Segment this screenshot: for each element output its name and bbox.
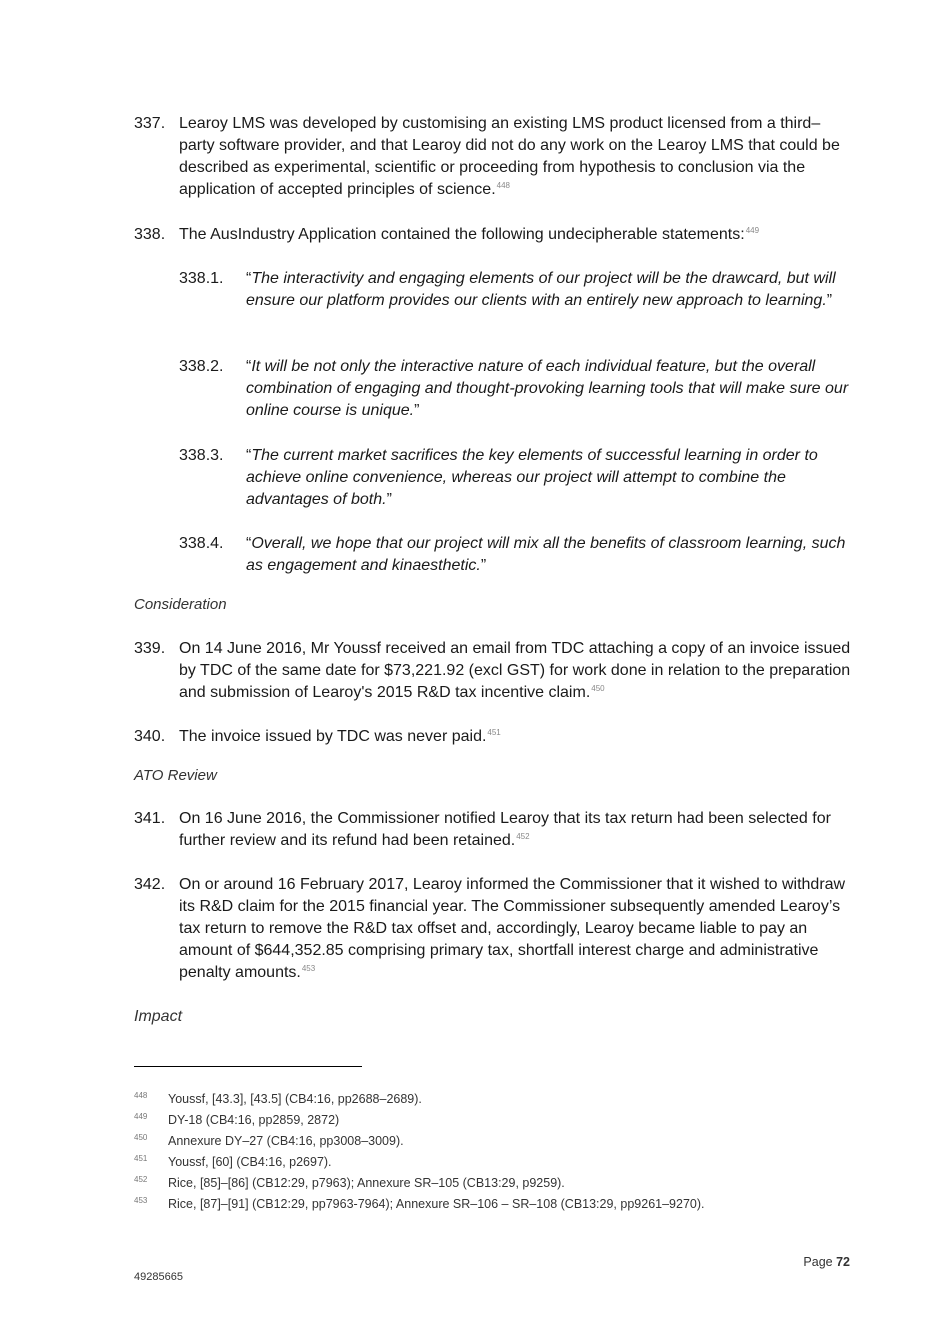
subparagraph-338-4 bbox=[179, 533, 859, 577]
paragraph-340 bbox=[134, 726, 854, 748]
subparagraph-338-3 bbox=[179, 445, 859, 511]
subparagraph-338-1 bbox=[179, 268, 859, 312]
page-label: Page bbox=[803, 1255, 833, 1269]
paragraph-text: The AusIndustry Application contained the following undecipherable statements:$^{449}$ bbox=[179, 225, 760, 243]
footnote-separator bbox=[134, 1066, 362, 1067]
quoted-statement: “Overall, we hope that our project will mix all the benefits of classroom learning, such as engagement and kinaesthetic.” bbox=[246, 535, 846, 574]
paragraph-337 bbox=[134, 113, 854, 201]
footnote-text: DY-18 (CB4:16, pp2859, 2872) bbox=[168, 1113, 340, 1127]
paragraph-number: 341. bbox=[134, 810, 166, 827]
footnote bbox=[134, 1175, 565, 1191]
paragraph-text: The invoice issued by TDC was never paid.$^{451}$ bbox=[179, 727, 501, 745]
paragraph-number: 338. bbox=[134, 226, 166, 243]
paragraph-338 bbox=[134, 224, 854, 246]
paragraph-text: Learoy LMS was developed by customising an existing LMS product licensed from a third–party software provider, and that Learoy did not do any work on the Learoy LMS that could be described as experimental, scientific or proceeding from hypothesis to conclusion via the application of accepted principles of science.$^{448}$ bbox=[179, 115, 840, 198]
paragraph-341 bbox=[134, 808, 854, 852]
subparagraph-number: 338.4. bbox=[179, 535, 224, 552]
subparagraph-number: 338.3. bbox=[179, 447, 224, 464]
footnote-number: 453 bbox=[134, 1196, 148, 1205]
subparagraph-number: 338.2. bbox=[179, 358, 224, 375]
page-number-value: 72 bbox=[836, 1255, 850, 1269]
footnote-number: 450 bbox=[134, 1133, 148, 1142]
paragraph-text: On 14 June 2016, Mr Youssf received an email from TDC attaching a copy of an invoice issued by TDC of the same date for $73,221.92 (excl GST) for work done in relation to the preparation and submission of Learoy's 2015 R&D tax incentive claim.$^{450}$ bbox=[179, 640, 851, 701]
footnote-number: 448 bbox=[134, 1091, 148, 1100]
paragraph-339 bbox=[134, 638, 854, 704]
footnote bbox=[134, 1196, 705, 1212]
footnote-ref[interactable]: 448 bbox=[496, 180, 510, 190]
section-heading-ato-review: ATO Review bbox=[134, 767, 217, 784]
footnote-ref[interactable]: 451 bbox=[487, 727, 501, 737]
quoted-statement: “It will be not only the interactive nature of each individual feature, but the overall combination of engaging and thought-provoking learning tools that will make sure our online course is unique.” bbox=[246, 358, 849, 419]
paragraph-number: 339. bbox=[134, 640, 166, 657]
footnote bbox=[134, 1112, 339, 1128]
footnote-number: 452 bbox=[134, 1175, 148, 1184]
quoted-statement: “The current market sacrifices the key elements of successful learning in order to achieve online convenience, whereas our project will attempt to combine the advantages of both.” bbox=[246, 447, 818, 508]
paragraph-text: On 16 June 2016, the Commissioner notified Learoy that its tax return had been selected for further review and its refund had been retained.$^{452}$ bbox=[179, 810, 831, 849]
paragraph-number: 340. bbox=[134, 728, 166, 745]
subparagraph-338-2 bbox=[179, 356, 859, 422]
footnote-ref[interactable]: 452 bbox=[516, 831, 530, 841]
footnote-text: Annexure DY–27 (CB4:16, pp3008–3009). bbox=[168, 1134, 404, 1148]
page-number bbox=[803, 1255, 850, 1269]
footnote bbox=[134, 1091, 422, 1107]
footnote-text: Youssf, [60] (CB4:16, p2697). bbox=[168, 1155, 332, 1169]
footnote-ref[interactable]: 453 bbox=[301, 963, 316, 973]
footnote-text: Youssf, [43.3], [43.5] (CB4:16, pp2688–2689). bbox=[168, 1092, 422, 1106]
paragraph-342 bbox=[134, 874, 854, 984]
paragraph-number: 337. bbox=[134, 115, 166, 132]
section-heading-consideration: Consideration bbox=[134, 596, 227, 613]
footnote bbox=[134, 1154, 332, 1170]
footnote-text: Rice, [85]–[86] (CB12:29, p7963); Annexure SR–105 (CB13:29, p9259). bbox=[168, 1176, 565, 1190]
footnote-number: 449 bbox=[134, 1112, 148, 1121]
footnote-number: 451 bbox=[134, 1154, 148, 1163]
document-id: 49285665 bbox=[134, 1271, 183, 1283]
section-heading-impact: Impact bbox=[134, 1008, 183, 1025]
footnote-ref[interactable]: 450 bbox=[591, 683, 605, 693]
footnote-ref[interactable]: 449 bbox=[745, 225, 760, 235]
subparagraph-number: 338.1. bbox=[179, 270, 224, 287]
quoted-statement: “The interactivity and engaging elements of our project will be the drawcard, but will ensure our platform provides our clients with an entirely new approach to learning.” bbox=[246, 270, 836, 309]
footnote bbox=[134, 1133, 404, 1149]
paragraph-text: On or around 16 February 2017, Learoy informed the Commissioner that it wished to withdraw its R&D claim for the 2015 financial year. The Commissioner subsequently amended Learoy’s tax return to remove the R&D tax offset and, accordingly, Learoy became liable to pay an amount of $644,352.85 comprising primary tax, shortfall interest charge and administrative penalty amounts.$^{453}$ bbox=[179, 876, 846, 981]
paragraph-number: 342. bbox=[134, 876, 166, 893]
footnote-text: Rice, [87]–[91] (CB12:29, pp7963-7964); Annexure SR–106 – SR–108 (CB13:29, pp9261–9270). bbox=[168, 1197, 705, 1211]
